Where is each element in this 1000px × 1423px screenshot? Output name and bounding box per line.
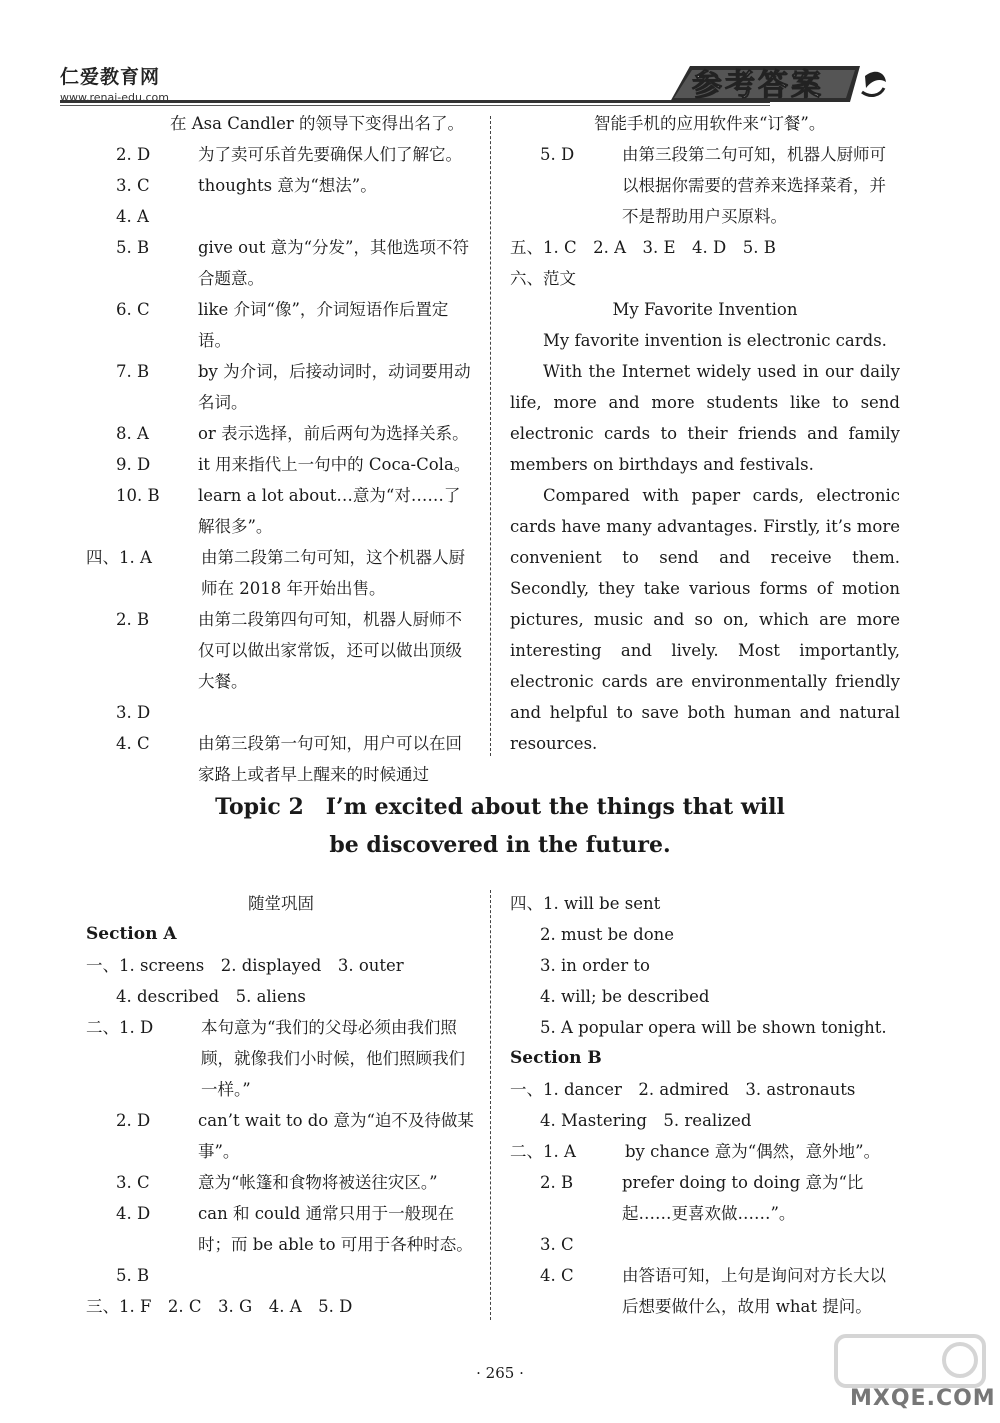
section-4 <box>86 542 476 790</box>
answer-item <box>510 1229 900 1260</box>
exercise-heading: 随堂巩固 <box>248 894 314 913</box>
answer-explanation <box>198 1260 476 1291</box>
answer-item <box>510 1136 900 1167</box>
answer-label: 2. B <box>540 1173 574 1192</box>
brand-url: www.renai-edu.com <box>60 91 169 104</box>
section-5: 五、1. C 2. A 3. E 4. D 5. B <box>510 238 776 257</box>
answer-explanation <box>198 697 476 728</box>
answer-explanation: 由第二段第二句可知，这个机器人厨师在 2018 年开始出售。 <box>201 548 465 598</box>
answer-explanation: prefer doing to doing 意为“比起……更喜欢做……”。 <box>622 1173 864 1223</box>
answer-item <box>86 294 476 356</box>
answer-label: 4. C <box>116 734 150 753</box>
section-1-line: 4. described 5. aliens <box>116 987 306 1006</box>
right-column-top <box>510 108 900 759</box>
answer-explanation <box>198 201 476 232</box>
answer-item <box>86 356 476 418</box>
section-4-line: 四、1. will be sent <box>510 894 661 913</box>
answer-label: 1. A <box>119 548 152 567</box>
answer-label: 3. D <box>116 703 151 722</box>
answer-item <box>86 449 476 480</box>
topic-title-line2: be discovered in the future. <box>329 832 671 858</box>
answer-explanation: 由第三段第二句可知，机器人厨师可以根据你需要的营养来选择菜肴，并不是帮助用户买原料。 <box>622 145 886 226</box>
answer-label: 2. B <box>116 610 150 629</box>
answer-label: 5. B <box>116 1266 150 1285</box>
section-1-line: 4. Mastering 5. realized <box>540 1111 752 1130</box>
section-1-line: 一、1. screens 2. displayed 3. outer <box>86 956 404 975</box>
section-2 <box>86 1012 476 1291</box>
answer-label: 4. A <box>116 207 149 226</box>
answer-explanation: thoughts 意为“想法”。 <box>198 176 377 195</box>
answer-item <box>86 1105 476 1167</box>
brand-name: 仁爱教育网 <box>60 66 161 88</box>
answer-explanation: 意为“帐篷和食物将被送往灾区。” <box>198 1173 438 1192</box>
answer-label: 4. C <box>540 1266 574 1285</box>
answer-explanation: 本句意为“我们的父母必须由我们照顾，就像我们小时候，他们照顾我们一样。” <box>201 1018 465 1099</box>
section-2 <box>510 1136 900 1322</box>
answer-explanation: can’t wait to do 意为“迫不及待做某事”。 <box>198 1111 474 1161</box>
answer-label: 6. C <box>116 300 150 319</box>
left-column-bottom <box>86 888 476 1322</box>
answer-item <box>86 232 476 294</box>
answer-label: 1. D <box>119 1018 154 1037</box>
answer-item <box>86 1167 476 1198</box>
answer-item <box>510 1260 900 1322</box>
section-6: 六、范文 <box>510 269 576 288</box>
section-4-item: 5. A popular opera will be shown tonight. <box>540 1018 887 1037</box>
answer-item <box>86 480 476 542</box>
page-number: · 265 · <box>476 1364 524 1382</box>
essay-paragraph: Compared with paper cards, electronic cards have many advantages. Firstly, it’s more convenient to send and receive them. Secondly, they take various forms of motion pictures, music and so on, which are more interesting and lively. Most importantly, electronic cards are environmentally friendly and helpful to save both human and natural resources. <box>510 486 900 753</box>
answer-label: 4. D <box>116 1204 151 1223</box>
answer-label: 7. B <box>116 362 150 381</box>
answer-item <box>510 139 900 232</box>
section-b-heading: Section B <box>510 1048 602 1068</box>
continued-line: 在 Asa Candler 的领导下变得出名了。 <box>170 114 465 133</box>
answer-label: 3. C <box>540 1235 574 1254</box>
answer-explanation: by chance 意为“偶然，意外地”。 <box>625 1142 881 1161</box>
section-prefix: 二、 <box>86 1018 119 1037</box>
answer-item <box>86 1012 476 1105</box>
answer-item <box>86 1198 476 1260</box>
answer-explanation <box>622 1229 900 1260</box>
section-prefix: 四、 <box>86 548 119 567</box>
answer-label: 10. B <box>116 486 160 505</box>
column-divider <box>490 116 491 756</box>
answer-item <box>86 604 476 697</box>
essay-paragraph: With the Internet widely used in our daily life, more and more students like to send electronic cards to their friends and family members on birthdays and festivals. <box>510 362 900 474</box>
answer-explanation: 为了卖可乐首先要确保人们了解它。 <box>198 145 462 164</box>
section-3: 三、1. F 2. C 3. G 4. A 5. D <box>86 1297 353 1316</box>
banner-label: 参考答案 <box>692 68 824 103</box>
answer-label: 3. C <box>116 176 150 195</box>
answer-explanation: learn a lot about…意为“对……了解很多”。 <box>198 486 461 536</box>
leaf-icon <box>865 72 886 88</box>
brand <box>60 62 169 104</box>
section-prefix: 二、 <box>510 1142 543 1161</box>
answer-item <box>86 170 476 201</box>
answer-label: 5. D <box>540 145 575 164</box>
answer-explanation: it 用来指代上一句中的 Coca-Cola。 <box>198 455 471 474</box>
answer-label: 8. A <box>116 424 149 443</box>
answer-item <box>86 418 476 449</box>
answer-item <box>86 1260 476 1291</box>
answer-label: 2. D <box>116 1111 151 1130</box>
answer-explanation: or 表示选择，前后两句为选择关系。 <box>198 424 469 443</box>
answer-explanation: can 和 could 通常只用于一般现在时；而 be able to 可用于各种时态。 <box>198 1204 473 1254</box>
answer-label: 5. B <box>116 238 150 257</box>
right-column-bottom <box>510 888 900 1322</box>
essay-paragraph: My favorite invention is electronic cards. <box>543 331 887 350</box>
answer-label: 1. A <box>543 1142 576 1161</box>
watermark-text: MXQE.COM <box>850 1386 996 1411</box>
section-4-item: 2. must be done <box>540 925 675 944</box>
answer-explanation: by 为介词，后接动词时，动词要用动名词。 <box>198 362 471 412</box>
answer-explanation: give out 意为“分发”，其他选项不符合题意。 <box>198 238 469 288</box>
answer-label: 2. D <box>116 145 151 164</box>
answer-item <box>86 201 476 232</box>
answer-label: 9. D <box>116 455 151 474</box>
topic-title-line1: Topic 2 I’m excited about the things that will <box>215 794 785 820</box>
left-column-top <box>86 108 476 790</box>
answer-list <box>86 139 476 542</box>
answer-explanation: like 介词“像”，介词短语作后置定语。 <box>198 300 449 350</box>
column-divider <box>490 890 491 1320</box>
essay-title: My Favorite Invention <box>612 300 798 319</box>
section-1-line: 一、1. dancer 2. admired 3. astronauts <box>510 1080 856 1099</box>
answer-explanation: 由答语可知，上句是询问对方长大以后想要做什么，故用 what 提问。 <box>622 1266 886 1316</box>
answer-explanation: 由第二段第四句可知，机器人厨师不仅可以做出家常饭，还可以做出顶级大餐。 <box>198 610 462 691</box>
answer-item <box>510 1167 900 1229</box>
answer-item <box>86 697 476 728</box>
answer-item <box>86 542 476 604</box>
answer-explanation: 由第三段第一句可知，用户可以在回家路上或者早上醒来的时候通过 <box>198 734 462 784</box>
section-4-item: 3. in order to <box>540 956 650 975</box>
continued-line: 智能手机的应用软件来“订餐”。 <box>594 114 826 133</box>
answer-item <box>86 139 476 170</box>
answer-item <box>86 728 476 790</box>
section-4-item: 4. will; be described <box>540 987 710 1006</box>
section-a-heading: Section A <box>86 924 177 944</box>
answer-label: 3. C <box>116 1173 150 1192</box>
